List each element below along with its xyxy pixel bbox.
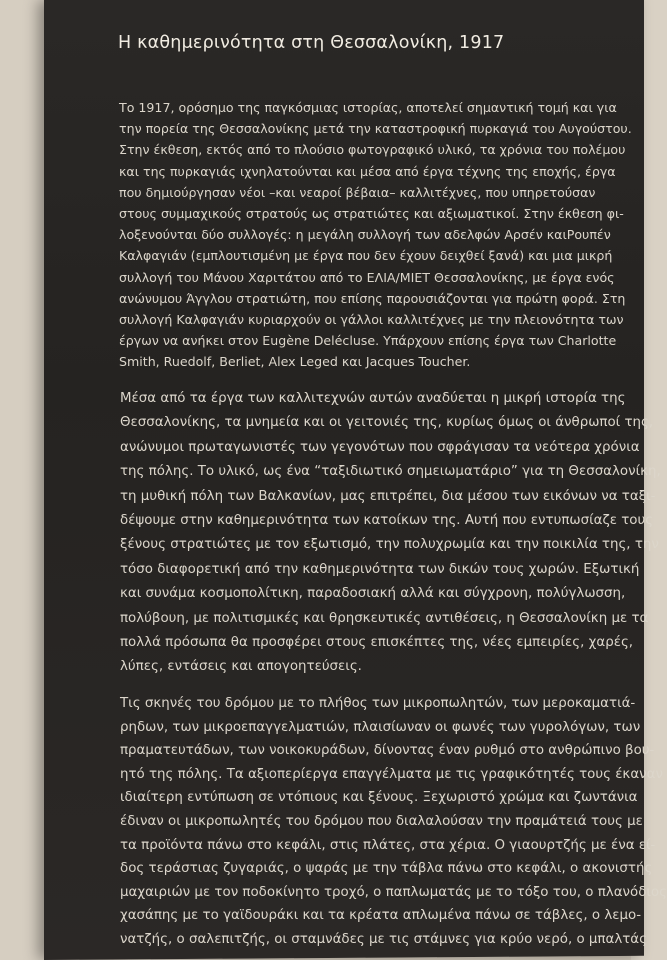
text-line: έδιναν οι μικροπωλητές του δρόμου που διαλαλούσαν την πραμάτειά τους με (120, 813, 643, 829)
text-line: Το 1917, ορόσημο της παγκόσμιας ιστορίας, αποτελεί σημαντική τομή και για (119, 100, 617, 115)
text-line: στους συμμαχικούς στρατούς ως στρατιώτες και αξιωματικοί. Στην έκθεση φι- (119, 206, 624, 222)
text-line: ανώνυμοι πρωταγωνιστές των γεγονότων που σφράγισαν τα νεότερα χρόνια (120, 439, 640, 455)
text-line: Μέσα από τα έργα των καλλιτεχνών αυτών αναδύεται η μικρή ιστορία της (120, 391, 626, 406)
text-line: λύπες, εντάσεις και απογοητεύσεις. (120, 659, 362, 675)
text-line: Στην έκθεση, εκτός από το πλούσιο φωτογραφικό υλικό, τα χρόνια του πολέμου (119, 142, 626, 158)
paragraph-3 (120, 692, 667, 952)
text-line: τα προϊόντα πάνω στο κεφάλι, στις πλάτες, στα χέρια. Ο γιαουρτζής με ένα εί- (120, 837, 656, 853)
text-line: ξένους στρατιώτες με τον εξωτισμό, την πολυχρωμία και την ποικιλία της, την (120, 537, 659, 553)
text-line: τόσο διαφορετική από την καθημερινότητα των δικών τους χωρών. Εξωτική (120, 561, 640, 577)
text-line: πολλά πρόσωπα θα προσφέρει στους επισκέπτες της, νέες εμπειρίες, χαρές, (120, 635, 634, 651)
text-line: ητό της πόλης. Τα αξιοπερίεργα επαγγέλματα με τις γραφικότητές τους έκαναν (120, 766, 663, 782)
text-line: την πορεία της Θεσσαλονίκης μετά την καταστροφική πυρκαγιά του Αυγούστου. (119, 121, 632, 137)
text-line: Θεσσαλονίκης, τα μνημεία και οι γειτονιές της, κυρίως όμως οι άνθρωποί της, (120, 415, 654, 431)
text-line: συλλογή του Μάνου Χαριτάτου από το ΕΛΙΑ/ΜΙΕΤ Θεσσαλονίκης, με έργα ενός (119, 269, 615, 285)
text-line: λοξενούνται δύο συλλογές: η μεγάλη συλλογή των αδελφών Αρσέν καιΡουπέν (119, 227, 611, 243)
panel-title: Η καθημερινότητα στη Θεσσαλονίκη, 1917 (118, 33, 505, 53)
text-line: μαχαιριών με τον ποδοκίνητο τροχό, ο παπλωματάς με το τόξο του, ο πλανόδιος (120, 884, 667, 900)
text-line: χασάπης με το γαϊδουράκι και τα κρέατα απλωμένα πάνω σε τάβλες, ο λεμο- (120, 908, 642, 924)
text-line: πραματευτάδων, των νοικοκυράδων, δίνοντας έναν ρυθμό στο ανθρώπινο βου- (120, 743, 655, 759)
text-line: Smith, Ruedolf, Berliet, Alex Leged και Jacques Toucher. (119, 354, 471, 370)
text-line: Καλφαγιάν (εμπλουτισμένη με έργα που δεν έχουν δειχθεί ξανά) και μια μικρή (119, 248, 613, 264)
text-line: που δημιούργησαν νέοι –και νεαροί βέβαια– καλλιτέχνες, που υπηρετούσαν (119, 184, 596, 200)
text-line: συλλογή Καλφαγιάν κυριαρχούν οι γάλλοι καλλιτέχνες με την πλειονότητα των (119, 312, 624, 328)
text-line: πολύβουη, με πολιτισμικές και θρησκευτικές αντιθέσεις, η Θεσσαλονίκη με τα (120, 610, 649, 626)
text-line: της πόλης. Το υλικό, ως ένα “ταξιδιωτικό σημειωματάριο” για τη Θεσσαλονίκη, (120, 464, 661, 480)
text-line: δος τεράστιας ζυγαριάς, ο ψαράς με την τάβλα πάνω στο κεφάλι, ο ακονιστής (120, 861, 653, 877)
paragraph-2 (120, 387, 661, 680)
text-line: δέψουμε στην καθημερινότητα των κατοίκων της. Αυτή που εντυπωσίαζε τους (120, 513, 654, 529)
text-line: ιδιαίτερη εντύπωση σε ντόπιους και ξένους. Ξεχωριστό χρώμα και ζωντάνια (120, 790, 638, 806)
text-line: ρηδων, των μικροεπαγγελματιών, πλαισίωναν οι φωνές των γυρολόγων, των (120, 719, 641, 735)
text-line: νατζής, ο σαλεπιτζής, οι σταμνάδες με τις στάμνες για κρύο νερό, ο μπαλτάς (120, 931, 647, 947)
paragraph-1 (119, 97, 632, 373)
text-line: και της πυρκαγιάς ιχνηλατούνται και μέσα από έργα τέχνης της εποχής, έργα (119, 163, 616, 179)
text-line: Τις σκηνές του δρόμου με το πλήθος των μικροπωλητών, των μεροκαματιά- (120, 696, 636, 711)
text-line: και συνάμα κοσμοπολίτικη, παραδοσιακή αλλά και σύγχρονη, πολύγλωσση, (120, 586, 626, 602)
text-line: έργων να ανήκει στον Eugène Delécluse. Υπάρχουν επίσης έργα των Charlotte (119, 333, 617, 349)
text-line: τη μυθική πόλη των Βαλκανίων, μας επιτρέπει, δια μέσου των εικόνων να ταξι- (120, 488, 656, 504)
text-line: ανώνυμου Άγγλου στρατιώτη, που επίσης παρουσιάζονται για πρώτη φορά. Στη (119, 290, 626, 306)
